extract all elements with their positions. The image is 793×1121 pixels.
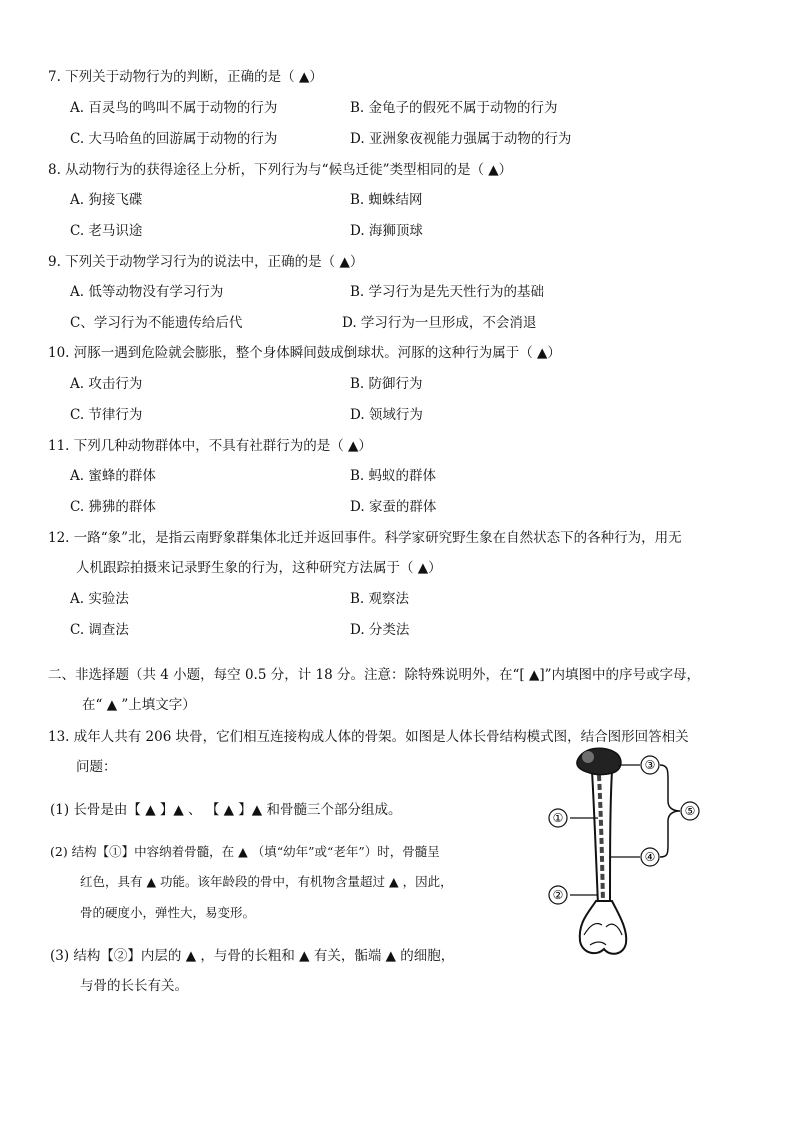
label-5-text: ⑤: [684, 804, 696, 818]
q10-option-c: C. 节律行为: [70, 407, 143, 423]
q12-option-c: C. 调查法: [70, 622, 129, 638]
q10-option-b: B. 防御行为: [350, 376, 423, 392]
q9-option-b: B. 学习行为是先天性行为的基础: [350, 284, 545, 300]
q13-part2-line3: 骨的硬度小，弹性大，易变形。: [80, 905, 256, 920]
q13-part3-line1: (3) 结构【②】内层的 ▲ ，与骨的长粗和 ▲ 有关，骺端 ▲ 的细胞，: [50, 948, 455, 964]
q13-part1: (1) 长骨是由【 ▲ 】▲ 、 【 ▲ 】▲ 和骨髓三个部分组成。: [50, 802, 402, 818]
q7-option-b: B. 金龟子的假死不属于动物的行为: [350, 100, 558, 116]
q12-stem-line1: 12. 一路“象”北，是指云南野象群集体北迁并返回事件。科学家研究野生象在自然状态下的各种行为，用无: [48, 530, 682, 546]
q12-option-a: A. 实验法: [70, 591, 129, 607]
label-4-text: ④: [644, 850, 656, 864]
q13-stem-line2: 问题：: [76, 759, 117, 775]
q11-stem: 11. 下列几种动物群体中，不具有社群行为的是（ ▲）: [48, 438, 372, 454]
label-4: [641, 848, 659, 866]
section2-heading-line1: 二、非选择题（共 4 小题，每空 0.5 分，计 18 分。注意：除特殊说明外，在“[ ▲]”内填图中的序号或字母，: [48, 667, 700, 683]
q8-option-c: C. 老马识途: [70, 223, 143, 239]
label-1: [549, 809, 567, 827]
q11-option-d: D. 家蚕的群体: [350, 499, 437, 515]
q10-option-d: D. 领域行为: [350, 407, 423, 423]
section2-heading-line2: 在“ ▲ ”上填文字）: [82, 697, 196, 713]
long-bone-drawing: [577, 748, 626, 954]
q7-stem: 7. 下列关于动物行为的判断，正确的是（ ▲）: [48, 69, 323, 85]
label-1-text: ①: [552, 811, 564, 825]
q8-option-d: D. 海狮顶球: [350, 223, 423, 239]
q10-stem: 10. 河豚一遇到危险就会膨胀，整个身体瞬间鼓成倒球状。河豚的这种行为属于（ ▲）: [48, 345, 561, 361]
q9-stem: 9. 下列关于动物学习行为的说法中，正确的是（ ▲）: [48, 254, 364, 270]
label-2-text: ②: [552, 888, 564, 902]
q12-option-b: B. 观察法: [350, 591, 410, 607]
q8-option-a: A. 狗接飞碟: [70, 192, 143, 208]
q13-stem-line1: 13. 成年人共有 206 块骨，它们相互连接构成人体的骨架。如图是人体长骨结构模式图，结合图形回答相关: [48, 729, 689, 745]
q7-option-a: A. 百灵鸟的鸣叫不属于动物的行为: [70, 100, 278, 116]
label-3-text: ③: [644, 758, 656, 772]
q7-option-c: C. 大马哈鱼的回游属于动物的行为: [70, 131, 278, 147]
q9-option-c: C、学习行为不能遗传给后代: [70, 315, 243, 331]
q10-option-a: A. 攻击行为: [70, 376, 143, 392]
q13-part3-line2: 与骨的长长有关。: [80, 978, 188, 994]
q11-option-a: A. 蜜蜂的群体: [70, 468, 156, 484]
brace-line: [660, 765, 680, 857]
q11-option-c: C. 狒狒的群体: [70, 499, 156, 515]
q13-part2-line1: (2) 结构【①】中容纳着骨髓，在 ▲ （填“幼年”或“老年”）时，骨髓呈: [50, 844, 440, 859]
q12-stem-line2: 人机跟踪拍摄来记录野生象的行为，这种研究方法属于（ ▲）: [76, 560, 442, 576]
label-2: [549, 886, 567, 904]
label-5: [681, 802, 699, 820]
long-bone-diagram: [540, 745, 720, 965]
q9-option-a: A. 低等动物没有学习行为: [70, 284, 224, 300]
q8-option-b: B. 蜘蛛结网: [350, 192, 423, 208]
q7-option-d: D. 亚洲象夜视能力强属于动物的行为: [350, 131, 572, 147]
label-3: [641, 756, 659, 774]
q8-stem: 8. 从动物行为的获得途径上分析，下列行为与“候鸟迁徙”类型相同的是（ ▲）: [48, 162, 513, 178]
q13-part2-line2: 红色，具有 ▲ 功能。该年龄段的骨中，有机物含量超过 ▲ ，因此，: [80, 874, 453, 889]
q12-option-d: D. 分类法: [350, 622, 410, 638]
q11-option-b: B. 蚂蚁的群体: [350, 468, 437, 484]
q9-option-d: D. 学习行为一旦形成，不会消退: [342, 315, 537, 331]
